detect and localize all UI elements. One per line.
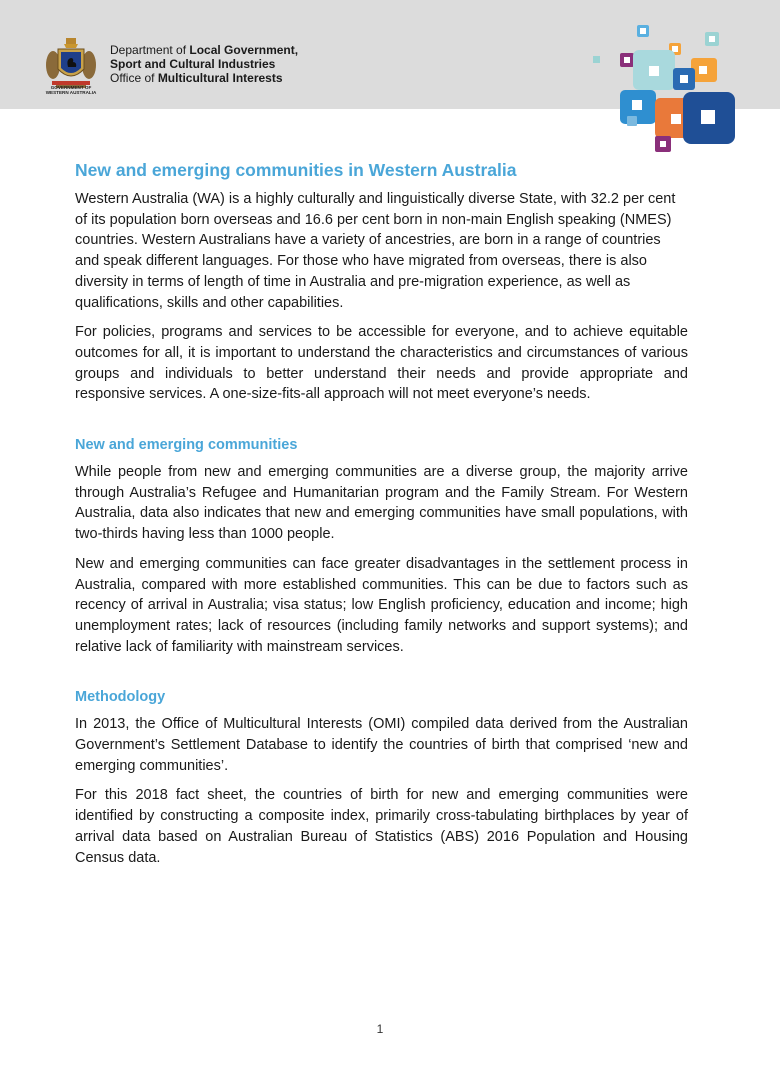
department-name: Department of Local Government, Sport and Cultural Industries Office of Multicultural Interests — [110, 43, 299, 85]
multicultural-tiles-logo-icon — [585, 18, 745, 158]
main-content — [75, 160, 688, 877]
section-heading-new-emerging: New and emerging communities — [75, 437, 298, 454]
methodology-paragraph-2: For this 2018 fact sheet, the countries of birth for new and emerging communities were identified by constructing a composite index, primarily cross-tabulating birthplaces by year of arrival data based on Australian Bureau of Statistics (ABS) 2016 Population and Housing Census data. — [75, 787, 688, 866]
section-heading-methodology: Methodology — [75, 689, 166, 706]
methodology-paragraph-1: In 2013, the Office of Multicultural Interests (OMI) compiled data derived from the Australian Government’s Settlement Database to identify the countries of birth that comprised ‘new and emerging communities’. — [75, 716, 688, 774]
page-number: 1 — [376, 1022, 384, 1036]
page-title: New and emerging communities in Western Australia — [75, 160, 517, 180]
crest-caption: GOVERNMENT OF WESTERN AUSTRALIA — [45, 85, 97, 95]
intro-paragraph-1: Western Australia (WA) is a highly culturally and linguistically diverse State, with 32.2 per cent of its population born overseas and 16.6 per cent born in non-main English speaking (NMES) countries. Western Australians have a variety of ancestries, are born in a range of countries and speak different languages. For those who have migrated from overseas, there is also diversity in terms of length of time in Australia and pre-migration experience, as well as qualifications, skills and other capabilities. — [75, 191, 676, 311]
intro-paragraph-2: For policies, programs and services to be accessible for everyone, and to achieve equitable outcomes for all, it is important to understand the characteristics and circumstances of various groups and individuals to better understand their needs and provide appropriate and responsive services. A one-size-fits-all approach will not meet everyone’s needs. — [75, 324, 688, 403]
new-emerging-paragraph-2: New and emerging communities can face greater disadvantages in the settlement process in Australia, compared with more established communities. This can be due to factors such as recency of arrival in Australia; visa status; low English proficiency, education and income; high unemployment rates; lack of resources (including family networks and support systems); and relative lack of familiarity with mainstream services. — [75, 555, 688, 655]
new-emerging-paragraph-1: While people from new and emerging communities are a diverse group, the majority arrive through Australia’s Refugee and Humanitarian program and the Family Stream. For Western Australia, data also indicates that new and emerging communities have small populations, with two-thirds having less than 1000 people. — [75, 464, 688, 543]
